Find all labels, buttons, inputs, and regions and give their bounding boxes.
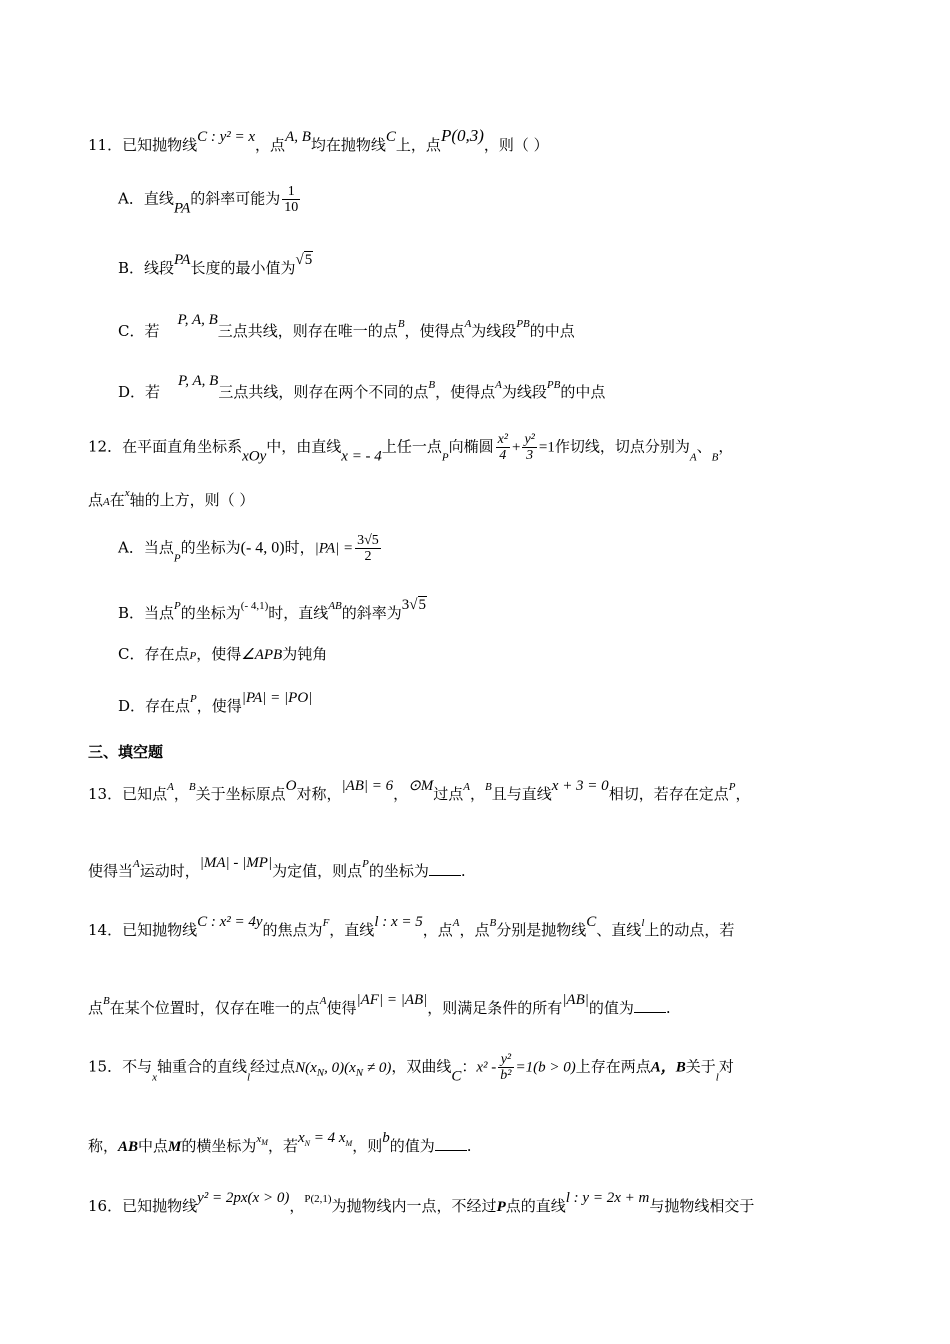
math: l : y = 2x + m <box>565 1190 650 1206</box>
math: AB <box>118 1139 139 1155</box>
math: |AB| <box>562 992 589 1008</box>
math: B <box>397 318 405 330</box>
math: F <box>322 917 330 929</box>
coef-sqrt: 3√5 <box>401 597 427 613</box>
math: x = - 4 <box>341 448 382 465</box>
math: P <box>728 781 736 793</box>
math: B <box>489 917 497 929</box>
q15-stem-line1: 15．不与$_x$轴重合的直线$_l$经过点$N(x_N$, $0)(x_N \ne 0)$，双曲线C：x² - $\frac{\text{y²}}{\text{b²}}$ =1(b > 0)上存在两点A，B关于$_l$对 <box>88 1052 734 1085</box>
q14-stem-line1: 14．已知抛物线C : x² = 4y的焦点为$^F$，直线l : x = 5，点$^A$，点$^B$分别是抛物线C、直线$^l$上的动点，若 <box>88 914 735 939</box>
fraction: $\frac{\text{y²}}{3}$ <box>524 432 535 463</box>
q11-option-d: D．若P, A, B三点共线，则存在两个不同的点$^B$，使得点$^A$为线段$^{PB}$的中点 <box>118 373 606 401</box>
math: P <box>190 693 197 705</box>
answer-blank[interactable] <box>435 1150 467 1151</box>
math: P, A, B <box>177 312 218 328</box>
math: x + 3 = 0 <box>551 778 609 794</box>
math: P, A, B <box>178 373 219 389</box>
q11-stem: 11．已知抛物线C : y² = x，点A, B均在抛物线C上，点P(0,3)，则（ ） <box>88 126 549 154</box>
math: A, B <box>285 129 311 145</box>
math: PA <box>174 252 191 268</box>
q12-option-c: C．存在点P，使得∠APB为钝角 <box>118 645 328 663</box>
math: P <box>173 552 181 565</box>
math: B <box>711 451 719 464</box>
math: PB <box>516 318 530 330</box>
math: (- 4, 0) <box>240 539 285 557</box>
math: C <box>451 1068 462 1085</box>
q12-option-d: D．存在点$^P$，使得|PA| = |PO| <box>118 690 313 715</box>
fraction: $\frac{\text{y²}}{\text{b²}}$ <box>500 1052 512 1083</box>
q12-stem-line2: 点A在$^x$轴的上方，则（ ） <box>88 487 255 509</box>
q11-option-a: A．直线PA的斜率可能为 $\frac{1}{10}$ <box>118 184 299 217</box>
sqrt: √5 <box>295 252 313 268</box>
math: l <box>641 917 645 929</box>
q14-stem-line2: 点$^B$在某个位置时，仅存在唯一的点$^A$使得|AF| = |AB|，则满足条件的所有|AB|的值为 . <box>88 992 671 1017</box>
answer-blank[interactable] <box>429 875 461 876</box>
math: A <box>319 995 327 1007</box>
fraction: $\frac{3√5}{2}$ <box>357 533 379 564</box>
q16-stem: 16．已知抛物线y² = 2px(x > 0)，$^{P(2,1)}$为抛物线内一点，不经过P点的直线l : y = 2x + m与抛物线相交于 <box>88 1190 755 1215</box>
math: P(0,3) <box>440 126 484 145</box>
math: A <box>133 858 140 870</box>
math: |AF| = |AB| <box>356 992 428 1008</box>
q13-stem-line1: 13．已知点$^A$，$^B$关于坐标原点O对称，|AB| = 6，⊙M过点$^A$，$^B$且与直线x + 3 = 0相切，若存在定点$^P$， <box>88 778 751 803</box>
q12-option-b: B．当点$^P$的坐标为$^{(- 4,1)}$时，直线$^{AB}$的斜率为3√5 <box>118 597 427 622</box>
q12-stem-line1: 12．在平面直角坐标系xOy中，由直线x = - 4上任一点$_P$向椭圆 $\frac{\text{x²}}{4}$ + $\frac{\text{y²}}{3}$ =1作切线，切点分别为$_A$、$_B$， <box>88 432 734 465</box>
math: b <box>382 1130 390 1146</box>
math: xM <box>256 1133 268 1148</box>
math: P <box>441 451 449 464</box>
math: =1(b > 0) <box>515 1059 576 1076</box>
math: M <box>168 1139 182 1155</box>
math: x <box>124 487 130 499</box>
math: l : x = 5 <box>374 914 423 930</box>
math: AB <box>328 600 342 612</box>
math: $x_N = 4$ $x_M$ <box>297 1130 353 1148</box>
math: A <box>167 781 174 793</box>
math: B <box>485 781 492 793</box>
math: P(2,1) <box>304 1193 332 1205</box>
math: $N(x_N$, $0)(x_N \ne 0)$ <box>295 1059 392 1079</box>
math: A <box>464 318 472 330</box>
q11-option-b: B．线段PA长度的最小值为√5 <box>118 252 313 277</box>
math: PB <box>546 379 561 391</box>
fraction: $\frac{\text{x²}}{4}$ <box>497 432 508 463</box>
math: C : x² = 4y <box>197 914 263 930</box>
math: (- 4,1) <box>240 600 269 612</box>
q13-stem-line2: 使得当$^A$运动时，|MA| - |MP|为定值，则点$^P$的坐标为 . <box>88 855 466 880</box>
math: l <box>247 1071 251 1084</box>
section-title: 三、填空题 <box>88 743 164 761</box>
math: C : y² = x <box>197 129 256 145</box>
math: B <box>428 379 436 391</box>
math: A，B <box>650 1059 686 1076</box>
math: O <box>285 778 297 794</box>
math: P <box>362 858 369 870</box>
math: P <box>496 1199 506 1215</box>
math: A <box>103 496 110 508</box>
math: x <box>152 1071 157 1084</box>
math: B <box>188 781 196 793</box>
math: ⊙M <box>408 778 434 794</box>
math: |PA| = |PO| <box>241 690 313 706</box>
math: A <box>463 781 471 793</box>
fraction: $\frac{1}{10}$ <box>284 184 299 215</box>
math: C <box>586 914 597 930</box>
q15-stem-line2: 称，AB中点M的横坐标为$^{x_M}$，若$x_N = 4$ $x_M$，则b的值为 . <box>88 1130 472 1155</box>
answer-blank[interactable] <box>634 1012 666 1013</box>
math: |PA| = <box>314 540 354 557</box>
math: P <box>174 600 181 612</box>
q11-option-c: C．若P, A, B三点共线，则存在唯一的点$^B$，使得点$^A$为线段$^{PB}$的中点 <box>118 312 575 340</box>
math: |AB| = 6 <box>341 778 394 794</box>
math: A <box>452 917 460 929</box>
math: |MA| - |MP| <box>199 855 273 871</box>
math: P <box>189 650 197 662</box>
math: PA <box>173 200 191 217</box>
math: A <box>495 379 502 391</box>
math: ∠APB <box>241 647 283 663</box>
math: xOy <box>242 448 267 465</box>
q12-option-a: A．当点$_P$的坐标为(- 4, 0)时，|PA| = $\frac{3√5}{2}$ <box>118 533 379 565</box>
math: x² - <box>476 1059 497 1076</box>
math: l <box>715 1071 719 1084</box>
math: y² = 2px(x > 0) <box>197 1190 290 1206</box>
math: B <box>103 995 110 1007</box>
math: A <box>689 451 697 464</box>
math: C <box>385 129 396 145</box>
